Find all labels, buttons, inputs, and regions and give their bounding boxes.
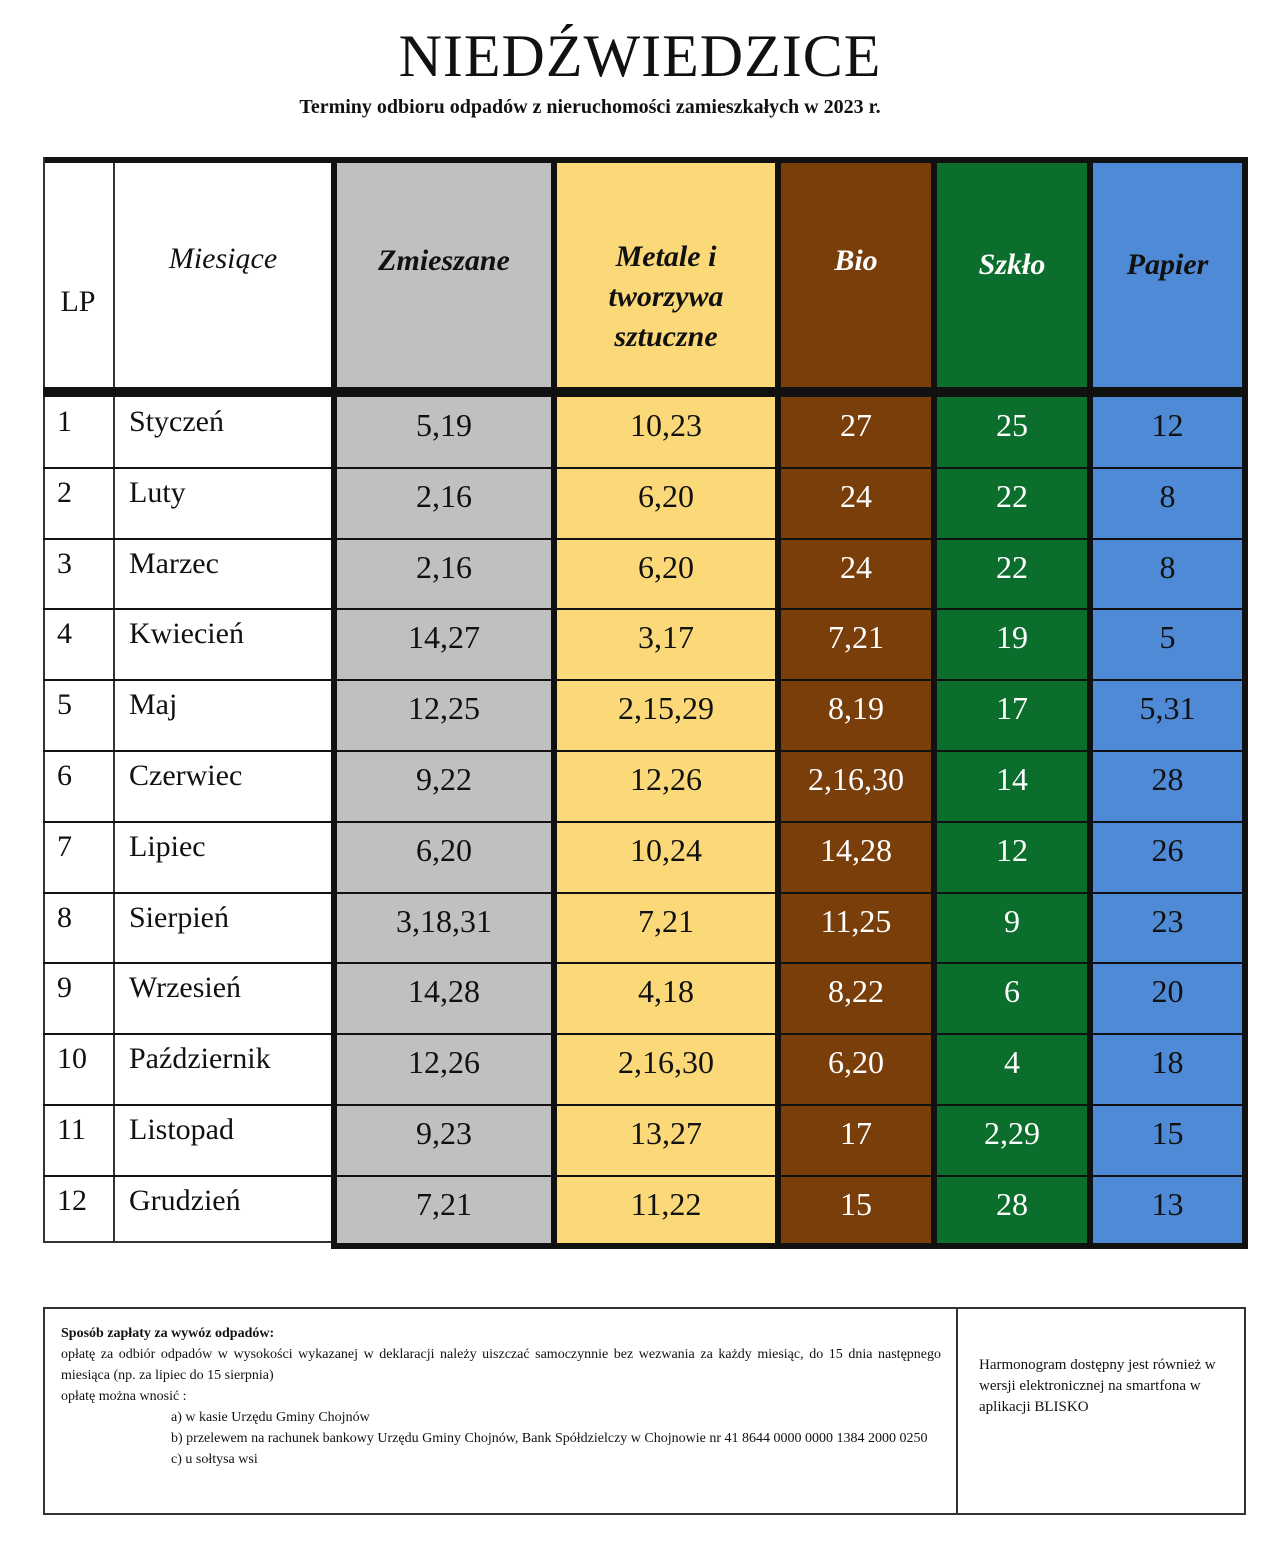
cell-papier: 8 <box>1159 548 1176 585</box>
cell-metale: 2,16,30 <box>618 1044 714 1081</box>
cell-bio: 17 <box>840 1115 872 1151</box>
cell-papier: 23 <box>1151 902 1184 939</box>
cell-zmieszane: 5,19 <box>416 407 472 443</box>
row-month: Październik <box>129 1042 271 1076</box>
row-lp: 10 <box>57 1042 87 1076</box>
row-month: Sierpień <box>129 900 229 934</box>
cell-bio: 2,16,30 <box>808 761 904 797</box>
app-note: Harmonogram dostępny jest również w wersji elektronicznej na smartfona w aplikacji BLISKO <box>979 1357 1216 1415</box>
row-month: Listopad <box>129 1113 234 1146</box>
header-metale <box>557 237 775 357</box>
cell-metale: 10,23 <box>630 407 702 443</box>
info-divider <box>956 1309 958 1513</box>
cell-zmieszane: 12,26 <box>408 1044 480 1081</box>
cell-papier: 26 <box>1151 831 1184 868</box>
payment-option-b: b) przelewem na rachunek bankowy Urzędu Gminy Chojnów, Bank Spółdzielczy w Chojnowie nr 41 8644 0000 0000 1384 2000 0250 <box>171 1431 928 1446</box>
payment-info <box>61 1323 941 1470</box>
page-subtitle: Terminy odbioru odpadów z nieruchomości zamieszkałych w 2023 r. <box>299 96 881 118</box>
row-divider <box>43 538 1248 540</box>
header-szklo-line: Szkło <box>978 248 1046 281</box>
header-metale-line: tworzywa <box>608 280 724 313</box>
cell-papier: 12 <box>1151 407 1184 443</box>
row-month: Czerwiec <box>129 759 243 792</box>
cell-zmieszane: 7,21 <box>416 1185 472 1222</box>
cell-bio: 11,25 <box>820 902 892 939</box>
row-lp: 11 <box>57 1113 86 1146</box>
header-months: Miesiące <box>168 242 278 275</box>
cell-metale: 6,20 <box>638 548 694 585</box>
cell-szklo: 2,29 <box>984 1115 1040 1151</box>
row-lp: 1 <box>57 405 72 438</box>
cell-metale: 12,26 <box>630 761 702 797</box>
cell-zmieszane: 14,27 <box>408 619 480 656</box>
payment-heading: Sposób zapłaty za wywóz odpadów: <box>61 1326 275 1341</box>
payment-line1: opłatę za odbiór odpadów w wysokości wykazanej w deklaracji należy uiszczać samoczynnie bez wezwania za każdy miesiąc, do 15 dnia następnego miesiąca (np. za lipiec do 15 sierpnia) <box>61 1347 941 1383</box>
cell-papier: 28 <box>1151 761 1184 797</box>
row-month: Lipiec <box>129 829 206 863</box>
schedule-table <box>43 157 1248 1249</box>
table-bottom-border <box>331 1243 1248 1249</box>
cell-zmieszane: 9,22 <box>416 761 472 797</box>
cell-metale: 2,15,29 <box>618 690 714 727</box>
cell-bio: 24 <box>840 548 872 585</box>
row-month: Styczeń <box>129 405 224 438</box>
cell-metale: 7,21 <box>638 902 694 939</box>
row-divider <box>43 467 1248 469</box>
row-lp: 12 <box>57 1183 87 1217</box>
row-lp: 7 <box>57 829 72 863</box>
cell-metale: 3,17 <box>638 619 694 656</box>
payment-line2: opłatę można wnosić : <box>61 1389 187 1404</box>
row-lp: 3 <box>57 546 72 580</box>
cell-szklo: 22 <box>996 548 1028 585</box>
cell-bio: 27 <box>840 407 872 443</box>
table-top-border <box>43 157 1248 163</box>
cell-bio: 8,22 <box>828 973 884 1010</box>
header-bio-line: Bio <box>834 244 878 277</box>
cell-zmieszane: 9,23 <box>416 1115 472 1151</box>
cell-metale: 11,22 <box>630 1185 702 1222</box>
row-divider <box>43 1104 1248 1106</box>
row-divider <box>43 821 1248 823</box>
cell-metale: 6,20 <box>638 477 694 514</box>
row-lp: 5 <box>57 688 72 722</box>
cell-szklo: 14 <box>996 761 1028 797</box>
cell-szklo: 4 <box>1004 1044 1020 1081</box>
row-divider <box>43 1033 1248 1035</box>
cell-papier: 20 <box>1151 973 1184 1010</box>
row-month: Luty <box>129 475 186 509</box>
cell-metale: 10,24 <box>630 831 702 868</box>
payment-option-a: a) w kasie Urzędu Gminy Chojnów <box>171 1410 370 1425</box>
row-lp: 4 <box>57 617 72 651</box>
row-lp: 6 <box>57 759 72 792</box>
cell-bio: 14,28 <box>820 831 892 868</box>
cell-szklo: 6 <box>1004 973 1020 1010</box>
cell-papier: 5,31 <box>1139 690 1196 727</box>
cell-papier: 18 <box>1151 1044 1184 1081</box>
header-metale-line: sztuczne <box>614 320 718 353</box>
cell-zmieszane: 2,16 <box>416 477 472 514</box>
row-divider <box>43 1175 1248 1177</box>
row-divider <box>43 892 1248 894</box>
cell-szklo: 17 <box>996 690 1028 727</box>
row-divider <box>43 608 1248 610</box>
header-bio <box>781 241 931 281</box>
cell-zmieszane: 14,28 <box>408 973 480 1010</box>
header-metale-line: Metale i <box>615 240 717 273</box>
header-szklo <box>937 245 1087 285</box>
row-lp: 8 <box>57 900 72 934</box>
cell-metale: 13,27 <box>630 1115 702 1151</box>
row-month: Maj <box>129 688 178 722</box>
cell-szklo: 22 <box>996 477 1028 514</box>
header-papier <box>1093 245 1242 285</box>
cell-szklo: 12 <box>996 831 1028 868</box>
header-divider <box>43 387 1248 397</box>
cell-papier: 5 <box>1159 619 1176 656</box>
table-right-border <box>1242 157 1248 1249</box>
cell-metale: 4,18 <box>638 973 694 1010</box>
page-title: NIEDŹWIEDZICE <box>398 23 882 89</box>
cell-szklo: 19 <box>996 619 1028 656</box>
cell-zmieszane: 12,25 <box>408 690 480 727</box>
header-papier-line: Papier <box>1126 248 1209 281</box>
cell-papier: 13 <box>1151 1185 1184 1222</box>
table-bottom-border-left <box>43 1241 331 1243</box>
cell-papier: 15 <box>1151 1115 1184 1151</box>
row-month: Grudzień <box>129 1183 241 1217</box>
cell-bio: 8,19 <box>828 690 884 727</box>
cell-bio: 7,21 <box>828 619 884 656</box>
cell-szklo: 9 <box>1004 902 1020 939</box>
row-month: Wrzesień <box>129 971 242 1005</box>
row-month: Kwiecień <box>129 617 244 651</box>
header-zmieszane <box>337 241 551 281</box>
cell-szklo: 25 <box>996 407 1028 443</box>
payment-info-box <box>43 1307 1246 1515</box>
cell-bio: 24 <box>840 477 872 514</box>
row-divider <box>43 679 1248 681</box>
cell-zmieszane: 3,18,31 <box>396 902 492 939</box>
row-divider <box>43 750 1248 752</box>
cell-bio: 6,20 <box>828 1044 884 1081</box>
row-divider <box>43 962 1248 964</box>
row-lp: 2 <box>57 475 72 509</box>
row-month: Marzec <box>129 546 219 580</box>
payment-option-c: c) u sołtysa wsi <box>171 1452 258 1467</box>
cell-szklo: 28 <box>996 1185 1028 1222</box>
header-zmieszane-line: Zmieszane <box>378 244 510 277</box>
row-lp: 9 <box>57 971 72 1005</box>
cell-bio: 15 <box>840 1185 872 1222</box>
cell-papier: 8 <box>1159 477 1176 514</box>
header-lp: LP <box>60 285 96 318</box>
cell-zmieszane: 6,20 <box>416 831 472 868</box>
cell-zmieszane: 2,16 <box>416 548 472 585</box>
